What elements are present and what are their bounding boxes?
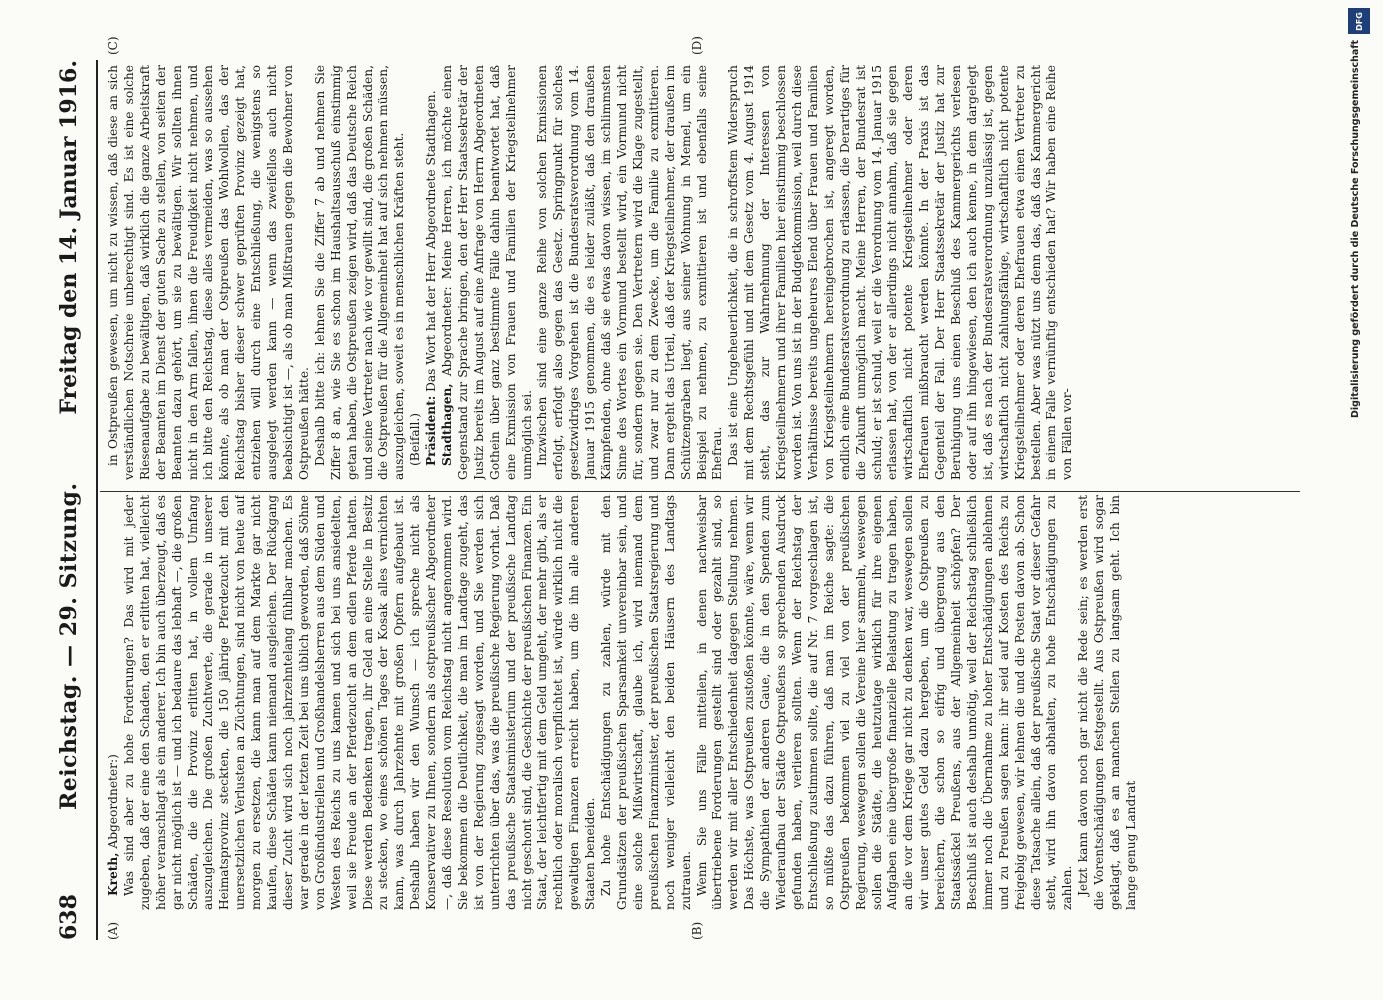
paragraph-text: Inzwischen sind eine ganze Reihe von solchen Exmissionen erfolgt, erfolgt also gegen das Gesetz. Springpunkt für solches gesetzwidriges Vorgehen ist die Bundesratsverordnung vom 14. Januar 1915 genommen, die es leider zuläßt, daß den draußen Kämpfenden, ohne daß sie etwas davon wissen, im schlimmsten Sinne des Wortes ein Vormund bestellt wird, ein Vormund nicht für, sondern gegen sie. Den Vertretern wird die Klage zugestellt, und zwar nur zu dem Zwecke, um die Familie zu exmittieren. Dann ergeht das Urteil, daß der Kriegsteilnehmer, der draußen im Schützengraben liegt, aus seiner Wohnung in Memel, um ein Beispiel zu nehmen, zu exmittieren ist und ebenfalls seine Ehefrau. bbox=[535, 65, 725, 480]
speaker-name: Kreth, bbox=[106, 852, 120, 896]
session-date: Freitag den 14. Januar 1916. bbox=[56, 60, 82, 415]
paragraph-text: Deshalb bitte ich: lehnen Sie die Ziffer 7 ab und nehmen Sie Ziffer 8 an, wie Sie es schon im Haushaltsausschuß einstimmig getan haben, die Ostpreußen zeigen wird, daß das Deutsche Reich und seine Vertreter nach wie vor gewillt sind, die großen Schäden, die Ostpreußen für die Allgemeinheit hat auf sich nehmen müssen, auszugleichen, soweit es in menschlichen Kräften steht. bbox=[312, 65, 407, 480]
paragraph bbox=[695, 495, 1077, 910]
page-number: 638 bbox=[56, 894, 82, 940]
column-divider bbox=[100, 491, 1300, 492]
session-title: Reichstag. — 29. Sitzung. bbox=[56, 482, 82, 810]
right-column bbox=[106, 65, 1296, 480]
paragraph bbox=[1076, 495, 1140, 910]
paragraph-text: Das ist eine Ungeheuerlichkeit, die in schroffstem Widerspruch mit dem Rechtsgefühl und mit dem Gesetz vom 4. August 1914 steht, das zur Wahrnehmung der Interessen von Kriegsteilnehmern und ihrer Familien hier einstimmig beschlossen worden ist. Von uns ist in der Budgetkommission, weil durch diese Verhältnisse bereits ungeheures Elend über Frauen und Familien von Kriegsteilnehmern hereingebrochen ist, angeregt worden, endlich eine Bundesratsverordnung zu erlassen, die Derartiges für die Zukunft unmöglich macht. Meine Herren, der Bundesrat ist schuld; er ist schuld, weil er die Verordnung vom 14. Januar 1915 erlassen hat, von der er allerdings nicht annahm, daß sie gegen wirtschaftlich nicht potente Kriegsteilnehmer oder deren Ehefrauen mißbraucht werden könnte. In der Praxis ist das Gegenteil der Fall. Der Herr Staatssekretär der Justiz hat zur Beruhigung uns einen Beschluß des Kammergerichts verlesen oder auf ihn hingewiesen, den ich auch kenne, in dem dargelegt ist, daß es nach der Bundesratsverordnung unzulässig ist, gegen wirtschaftlich nicht zahlungsfähige, wirtschaftlich nicht potente Kriegsteilnehmer oder deren Ehefrauen etwa einen Vertreter zu bestellen. Aber was nützt uns denn das, daß das Kammergericht in einem Falle vernünftig entschieden hat? Wir haben eine Reihe von Fällen vor- bbox=[726, 65, 1075, 480]
paragraph-text: Jetzt kann davon noch gar nicht die Rede sein; es werden erst die Vorentschädigungen festgestellt. Aus Ostpreußen wird sogar geklagt, daß es an manchen Stellen zu langsam geht. Ich bin lange genug Landrat bbox=[1076, 495, 1138, 910]
paragraph bbox=[440, 65, 535, 480]
paragraph bbox=[122, 495, 599, 910]
speaker-role: Abgeordneter:) bbox=[106, 754, 120, 849]
paragraph-text: Was sind aber zu hohe Forderungen? Das wird mit jeder zugeben, daß der eine den Schaden, den er erlitten hat, vielleicht höher veranschlagt als ein anderer. Ich bin auch überzeugt, daß es gar nicht möglich ist — und ich bedaure das lebhaft —, die großen Schäden, die die Provinz erlitten hat, in vollem Umfang auszugleichen. Die großen Zuchtwerte, die gerade in unserer Heimatsprovinz steckten, die 150 jährige Pferdezucht mit den unersetzlichen Verlusten an Züchtungen, sind nicht von heute auf morgen zu ersetzen, die kann man auf dem Markte gar nicht kaufen, diese Schäden kann niemand ausgleichen. Der Rückgang dieser Zucht wird sich noch jahrzehntelang fühlbar machen. Es war gerade in der letzten Zeit bei uns üblich geworden, daß Söhne von Großindustriellen und Großhandelsherren aus dem Süden und Westen des Reichs zu uns kamen und sich bei uns ansiedelten, weil sie Freude an der Pferdezucht an dem edlen Pferde hatten. Diese werden Bedenken tragen, ihr Geld an eine Stelle in Besitz zu stecken, wo eines schönen Tages der Kosak alles vernichten kann, was durch Jahrzehnte mit großen Opfern aufgebaut ist. Deshalb haben wir den Wunsch — ich spreche nicht als Konservativer zu Ihnen, sondern als ostpreußischer Abgeordneter —, daß diese Resolution vom Reichstag nicht angenommen wird. Sie bekommen die Deutlichkeit, die man im Landtage zugeht, das ist von der Regierung zugesagt worden, und Sie werden sich unterrichten über das, was die preußische Regierung vorhat. Daß das preußische Staatsministerium und der preußische Landtag nicht geschont sind, die Geschichte der preußischen Finanzen. Ein Staat, der leichtfertig mit dem Geld umgeht, der mehr gibt, als er rechtlich oder moralisch verpflichtet ist, würde wirklich nicht die gewaltigen Finanzen erreicht haben, um die ihn alle anderen Staaten beneiden. bbox=[121, 495, 598, 910]
paragraph bbox=[726, 65, 1076, 480]
speaker-name: Stadthagen, bbox=[440, 383, 455, 466]
paragraph bbox=[424, 65, 440, 480]
paragraph bbox=[599, 495, 694, 910]
paragraph bbox=[408, 65, 424, 480]
paragraph-text: Wenn Sie uns Fälle mitteilen, in denen nachweisbar übertriebene Forderungen gestellt sind oder gezahlt sind, so werden wir mit aller Entschiedenheit dagegen Stellung nehmen. Das Höchste, was Ostpreußen zustoßen könnte, wäre, wenn wir die Sympathien der anderen Gaue, die in den Spenden zum Wiederaufbau der Städte Ostpreußens so sprechenden Ausdruck gefunden haben, verlieren sollten. Wenn der Reichstag der Entschließung zustimmen sollte, die auf Nr. 7 vorgeschlagen ist, so müßte das dazu führen, daß man im Reiche sagte: die Ostpreußen bekommen viel zu viel von der preußischen Regierung, weswegen sollen die Vereine hier sammeln, weswegen sollen die Städte, die heutzutage wirklich für ihre eigenen Aufgaben eine übergroße finanzielle Belastung zu tragen haben, an die vor dem Kriege gar nicht zu denken war, weswegen sollen wir unser gutes Geld dazu hergeben, um die Ostpreußen zu bereichern, die schon so eifrig und übergenug aus den Staatssäckel Preußens, aus der Allgemeinheit schöpfen? Der Beschluß ist auch deshalb unnötig, weil der Reichstag schließlich immer noch die Übernahme zu hoher Entschädigungen ablehnen und zu Preußen sagen kann: ihr seid auf Kosten des Reichs zu freigebig gewesen, wir lehnen die und die Posten davon ab. Schon diese Tatsache allein, daß der preußische Staat vor dieser Gefahr steht, wird ihn davon abhalten, zu hohe Entschädigungen zu zahlen. bbox=[694, 495, 1075, 910]
margin-mark-c: (C) bbox=[106, 36, 120, 55]
left-column bbox=[106, 495, 1296, 910]
paragraph bbox=[106, 495, 122, 910]
digitization-credit: Digitalisierung gefördert durch die Deutsche Forschungsgemeinschaft bbox=[1350, 40, 1361, 418]
paragraph-text: in Ostpreußen gewesen, um nicht zu wissen, daß diese an sich verständlichen Notschreie unberechtigt sind. Es ist eine solche Riesenaufgabe zu bewältigen, daß wirklich die ganze Arbeitskraft der Beamten im Dienst der guten Sache zu stellen, von seiten der Beamten dazu gehört, um sie zu bewältigen. Wir sollten ihnen nicht in den Arm fallen, ihnen die Freudigkeit nicht nehmen, und ich bitte den Reichstag, diese alles vermeiden, was so aussehen könnte, als ob man der Ostpreußen das Wohlwollen, das der Reichstag bisher dieser schwer geprüften Provinz gezeigt hat, entziehen will durch eine Entschließung, die wenigstens so ausgelegt werden kann — wenn das zweifellos auch nicht beabsichtigt ist —, als ob man Mißtrauen gegen die Bewohner von Ostpreußen hätte. bbox=[106, 65, 311, 480]
header-rule bbox=[96, 60, 98, 940]
paragraph-text: Abgeordneter: Meine Herren, ich möchte einen Gegenstand zur Sprache bringen, den der Herr Staatssekretär der Justiz bereits im August auf eine Anfrage von Herrn Abgeordneten Gothein über ganz bestimmte Fälle dahin beantwortet hat, daß eine Exmission von Frauen und Familien der Kriegsteilnehmer unmöglich sei. bbox=[440, 65, 534, 480]
paragraph-text: Zu hohe Entschädigungen zu zahlen, würde mit den Grundsätzen der preußischen Sparsamkeit unvereinbar sein, und eine solche Mißwirtschaft, glaube ich, wird niemand dem preußischen Finanzminister, der preußischen Staatsregierung und noch weniger vielleicht den beiden Häusern des Landtags zutrauen. bbox=[599, 495, 693, 910]
paragraph bbox=[313, 65, 408, 480]
dfg-logo: DFG bbox=[1348, 8, 1370, 34]
paragraph bbox=[106, 65, 313, 480]
margin-mark-d: (D) bbox=[690, 36, 704, 55]
margin-mark-b: (B) bbox=[690, 921, 704, 940]
page-header bbox=[50, 60, 90, 940]
paragraph-text: Das Wort hat der Herr Abgeordnete Stadthagen. bbox=[424, 90, 439, 392]
paragraph bbox=[535, 65, 726, 480]
speaker-name: Präsident: bbox=[424, 395, 439, 466]
paragraph-text: (Beifall.) bbox=[408, 412, 423, 466]
margin-mark-a: (A) bbox=[106, 921, 120, 940]
